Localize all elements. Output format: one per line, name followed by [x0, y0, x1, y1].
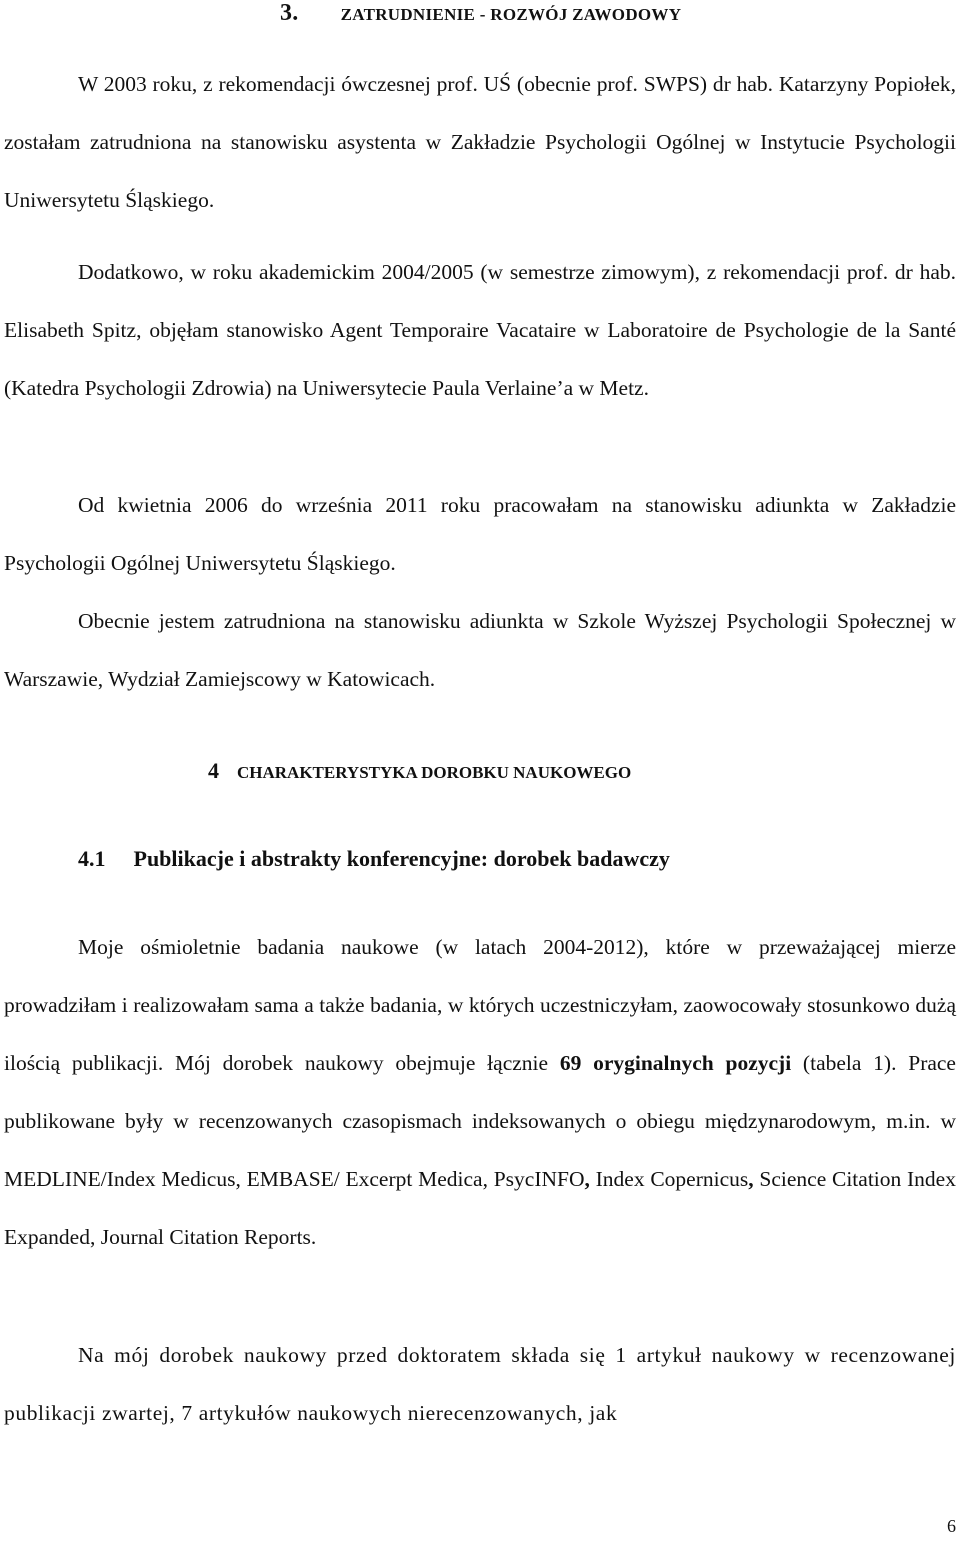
- paragraph-research-output: [4, 918, 956, 1266]
- section-4-heading: [208, 758, 631, 784]
- paragraph-pre-doctoral: Na mój dorobek naukowy przed doktoratem składa się 1 artykuł naukowy w recenzowanej publikacji zwartej, 7 artykułów naukowych nierecenzowanych, jak: [4, 1343, 956, 1425]
- paragraph-current-position: Obecnie jestem zatrudniona na stanowisku adiunkta w Szkole Wyższej Psychologii Społecznej w Warszawie, Wydział Zamiejscowy w Katowicach.: [4, 609, 956, 691]
- p5-text-3: Index Copernicus: [589, 1167, 749, 1191]
- paragraph-metz-position: Dodatkowo, w roku akademickim 2004/2005 (w semestrze zimowym), z rekomendacji prof. dr hab. Elisabeth Spitz, objęłam stanowisko Agent Temporaire Vacataire w Laboratoire de Psychologie de la Santé (Katedra Psychologii Zdrowia) na Uniwersytecie Paula Verlaine’a w Metz.: [4, 260, 956, 400]
- section-4-1-heading: [78, 846, 670, 872]
- p5-bold-count: 69 oryginalnych pozycji: [559, 1051, 792, 1075]
- section-4-1-title: Publikacje i abstrakty konferencyjne: dorobek badawczy: [133, 846, 670, 871]
- section-3-number: 3.: [280, 0, 299, 26]
- p5-bold-comma-2: ,: [748, 1167, 754, 1191]
- p5-text-2: (tabela 1). Prace publikowane były w recenzowanych czasopismach indeksowanych o obiegu międzynarodowym, m.in. w MEDLINE/Index Medicus, EMBASE/ Excerpt Medica, PsycINFO: [4, 1051, 956, 1191]
- section-4-1-number: 4.1: [78, 846, 106, 871]
- p5-text-4: Science Citation Index Expanded, Journal Citation Reports.: [4, 1167, 956, 1249]
- section-4-number: 4: [208, 758, 219, 783]
- paragraph-adiunkt-2006: Od kwietnia 2006 do września 2011 roku pracowałam na stanowisku adiunkta w Zakładzie Psychologii Ogólnej Uniwersytetu Śląskiego.: [4, 493, 956, 575]
- p5-text-1: Moje ośmioletnie badania naukowe (w latach 2004-2012), które w przeważającej mierze prowadziłam i realizowałam sama a także badania, w których uczestniczyłam, zaowocowały stosunkowo dużą ilością publikacji. Mój dorobek naukowy obejmuje łącznie: [4, 935, 956, 1075]
- section-3-title: ZATRUDNIENIE - ROZWÓJ ZAWODOWY: [340, 5, 682, 24]
- section-4-title: CHARAKTERYSTYKA DOROBKU NAUKOWEGO: [237, 763, 632, 782]
- section-3-heading: [280, 0, 681, 27]
- p5-bold-comma-1: ,: [584, 1167, 590, 1191]
- paragraph-employment-2003: W 2003 roku, z rekomendacji ówczesnej prof. UŚ (obecnie prof. SWPS) dr hab. Katarzyny Popiołek, zostałam zatrudniona na stanowisku asystenta w Zakładzie Psychologii Ogólnej w Instytucie Psychologii Uniwersytetu Śląskiego.: [4, 72, 956, 212]
- page-number: 6: [947, 1516, 956, 1536]
